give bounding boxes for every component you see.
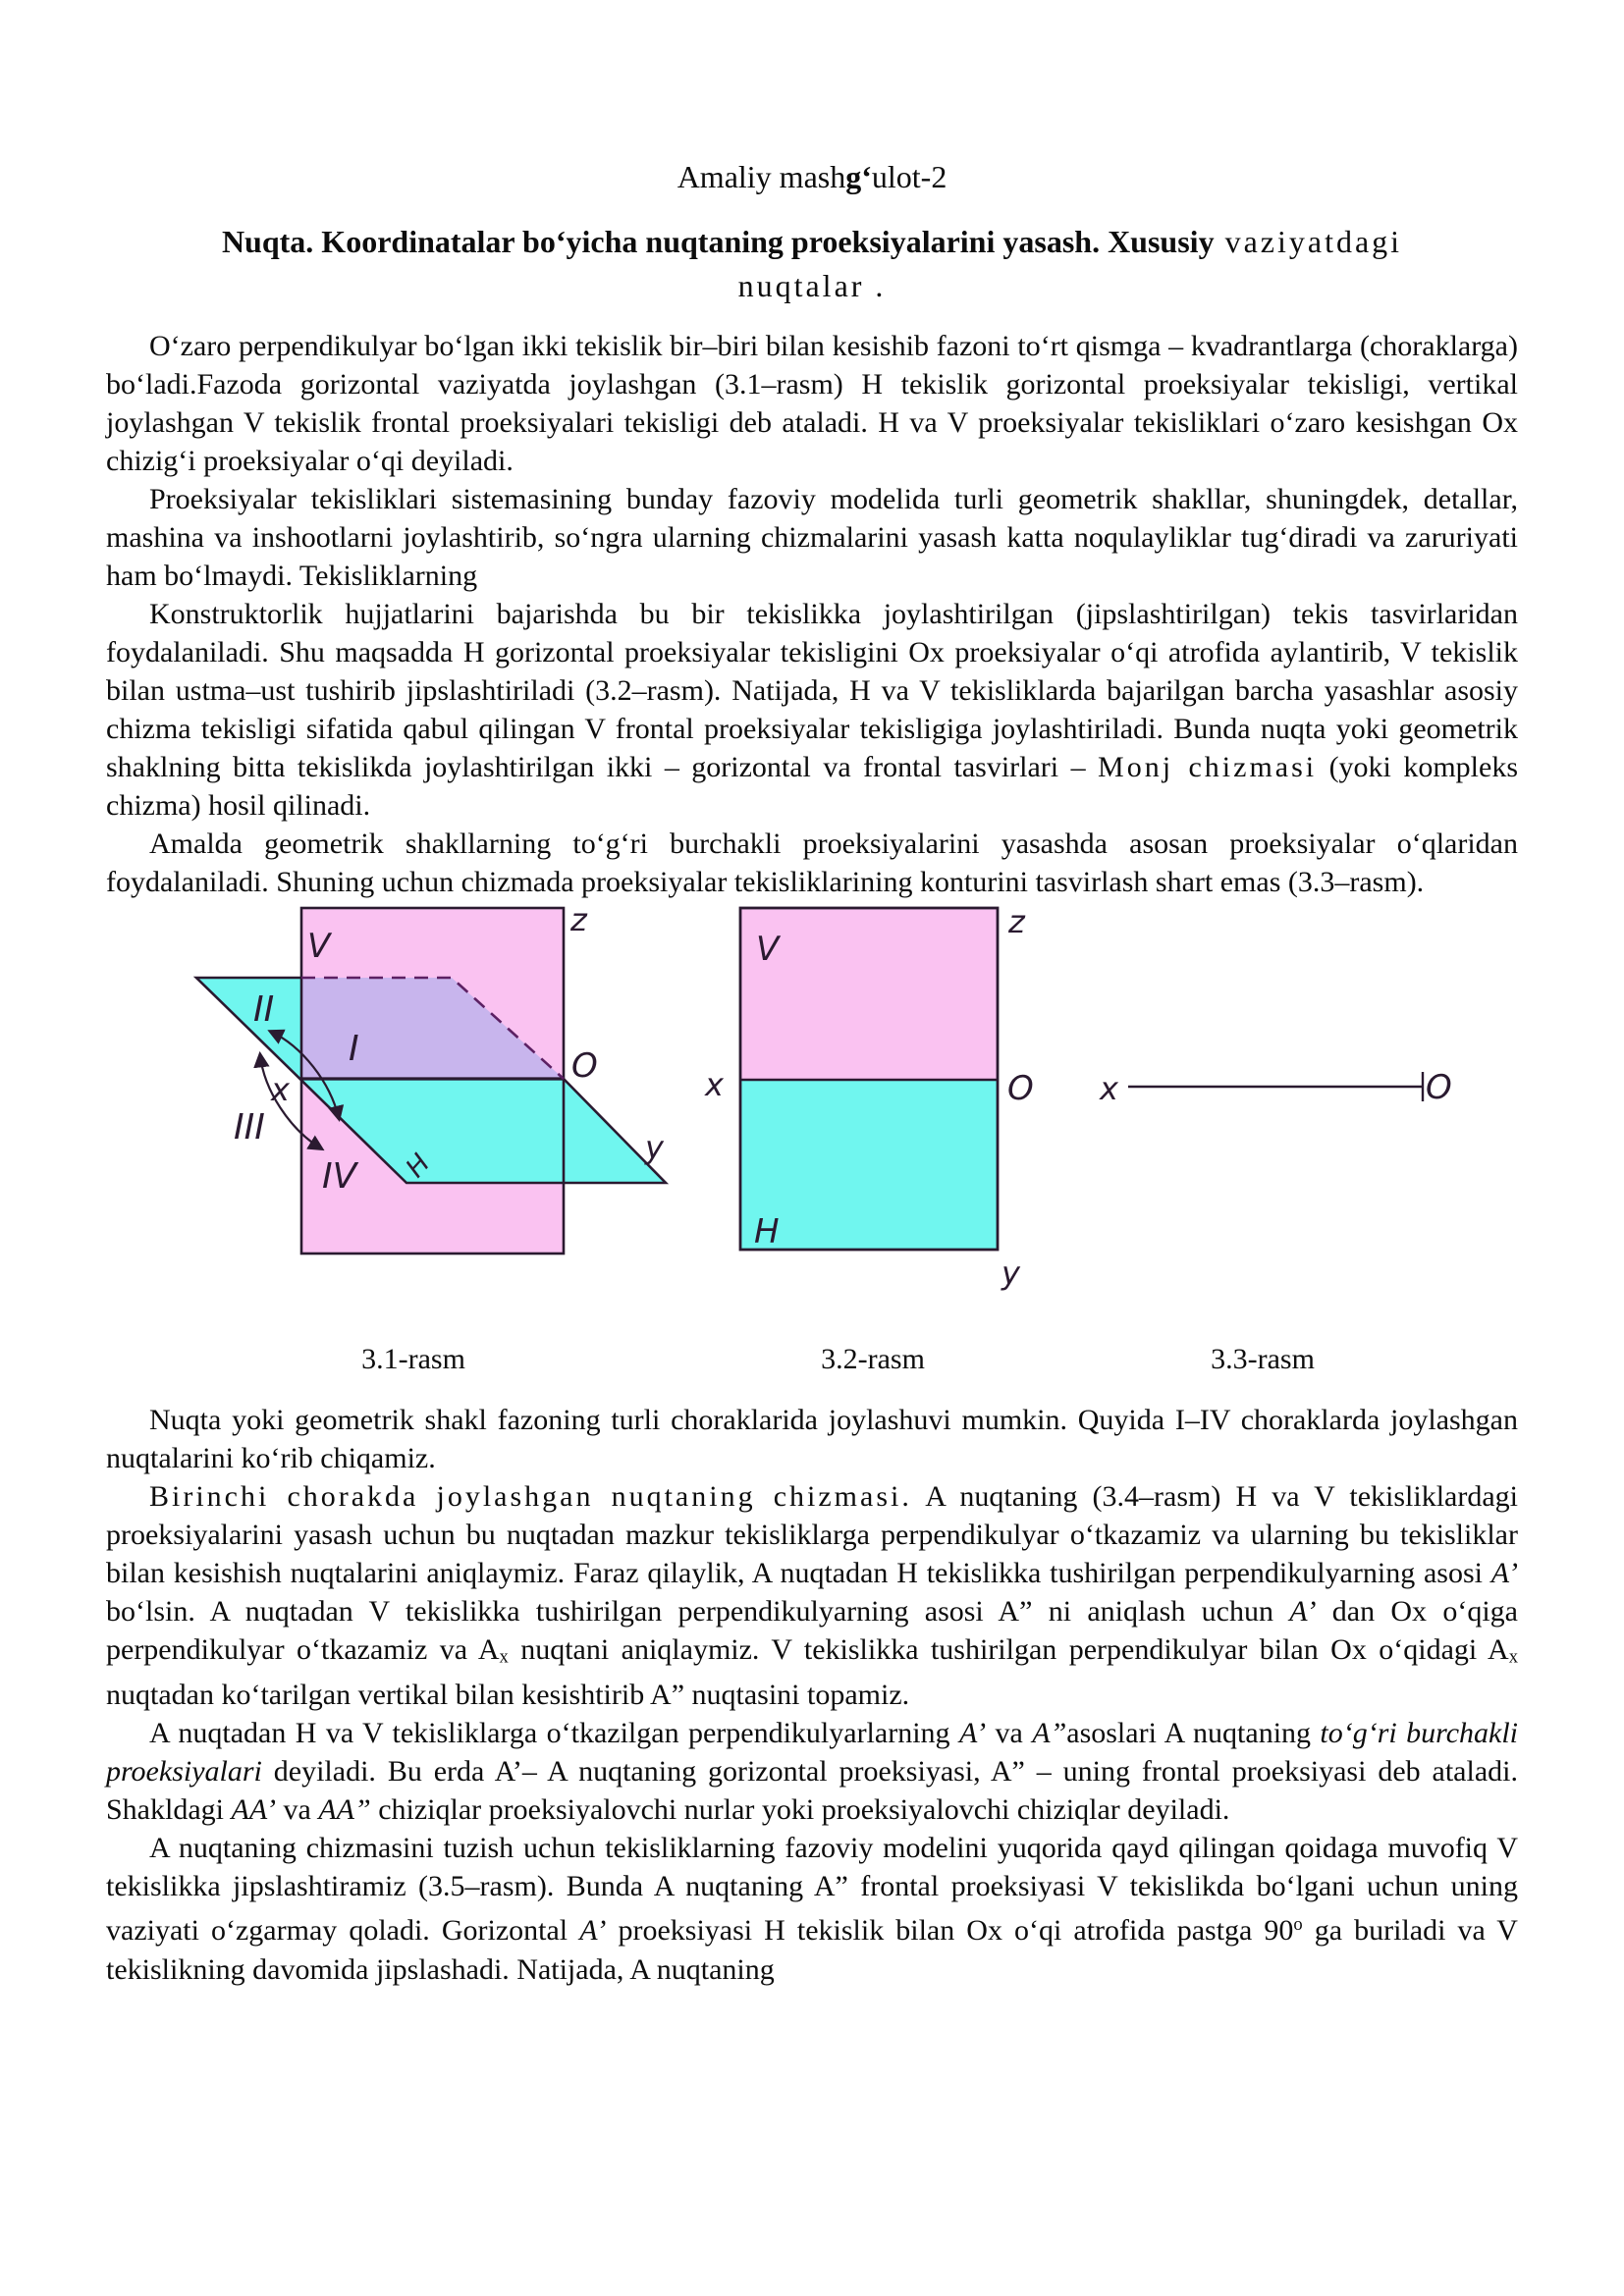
fig31-x-axis-label: x [271, 1071, 290, 1108]
figure-caption-3-2: 3.2-rasm [821, 1343, 925, 1375]
figures-canvas [106, 901, 1520, 1333]
figure-caption-3-3: 3.3-rasm [1211, 1343, 1315, 1375]
fig31-z-axis-label: z [570, 901, 587, 938]
fig31-quadrant-4-label: IV [322, 1156, 357, 1197]
fig31-quadrant-2-label: II [253, 989, 275, 1030]
paragraph-choraklar: Nuqta yoki geometrik shakl fazoning turli choraklarida joylashuvi mumkin. Quyida I–IV choraklarda joylashgan nuqtalarini ko‘rib chiqamiz. [106, 1404, 1518, 1474]
fig31-origin-label: O [571, 1046, 598, 1086]
paragraph-proeksiyalar-nomi: A nuqtadan H va V tekisliklarga o‘tkazilgan perpendikulyarlarning A’ va A”asoslari A nuqtaning to‘g‘ri burchakli proeksiyalari deyiladi. Bu erda A’– A nuqtaning gorizontal proeksiyasi, A” – uning frontal proeksiyasi deb ataladi. Shakldagi AA’ va AA” chiziqlar proeksiyalovchi nurlar yoki proeksiyalovchi chiziqlar deyiladi. [106, 1717, 1519, 1827]
paragraph-chizma-tuzish: A nuqtaning chizmasini tuzish uchun tekisliklarning fazoviy modelini yuqorida qayd qilingan qoidaga muvofiq V tekislikka jipslashtiramiz (3.5–rasm). Bunda A nuqtaning A” frontal proeksiyasi V tekislikda bo‘lgani uchun uning vaziyati o‘zgarmay qoladi. Gorizontal A’ proeksiyasi H tekislik bilan Ox o‘qi atrofida pastga 90$^o$ ga buriladi va V tekislikning davomida jipslashadi. Natijada, A nuqtaning [106, 1832, 1518, 1986]
paragraph-intro: O‘zaro perpendikulyar bo‘lgan ikki tekislik bir–biri bilan kesishib fazoni to‘rt qismga – kvadrantlarga (choraklarga) bo‘ladi.Fazoda gorizontal vaziyatda joylashgan (3.1–rasm) H tekislik gorizontal proeksiyalar tekisligi, vertikal joylashgan V tekislik frontal proeksiyalari tekisligi deb ataladi. H va V proeksiyalar tekisliklari o‘zaro kesishgan Ox chizig‘i proeksiyalar o‘qi deyiladi. [106, 330, 1518, 477]
doc-subtitle [106, 220, 1518, 308]
fig32-v-plane-label: V [756, 930, 780, 969]
figure-3-2-diagram [704, 903, 1034, 1292]
paragraph-amalda: Amalda geometrik shakllarning to‘g‘ri burchakli proeksiyalarini yasashda asosan proeksiyalar o‘qlaridan foydalaniladi. Shuning uchun chizmada proeksiyalar tekisliklarining konturini tasvirlash shart emas (3.3–rasm). [106, 828, 1518, 898]
figures-row [106, 901, 1520, 1401]
paragraph-birinchi-chorak: Birinchi chorakda joylashgan nuqtaning chizmasi. A nuqtaning (3.4–rasm) H va V tekisliklardagi proeksiyalarini yasash uchun bu nuqtadan mazkur tekisliklarga perpendikulyar o‘tkazamiz va ularning bu tekisliklar bilan kesishish nuqtalarini aniqlaymiz. Faraz qilaylik, A nuqtadan H tekislikka tushirilgan perpendikulyarning asosi A’ bo‘lsin. A nuqtadan V tekislikka tushirilgan perpendikulyarning asosi A” ni aniqlash uchun A’ dan Ox o‘qiga perpendikulyar o‘tkazamiz va Ax nuqtani aniqlaymiz. V tekislikka tushirilgan perpendikulyar bilan Ox o‘qidagi Ax nuqtadan ko‘tarilgan vertikal bilan kesishtirib A” nuqtasini topamiz. [106, 1480, 1518, 1712]
v-plane-flat [740, 908, 998, 1080]
fig31-quadrant-3-label: III [234, 1107, 265, 1148]
fig33-x-axis-label: x [1100, 1070, 1118, 1107]
fig31-h-plane-label: H [400, 1148, 437, 1184]
fig31-v-plane-label: V [307, 927, 331, 966]
figure-3-1-diagram [196, 901, 666, 1254]
fig31-quadrant-1-label: I [349, 1029, 359, 1069]
doc-subtitle-line1: Nuqta. Koordinatalar bo‘yicha nuqtaning proeksiyalarini yasash. Xususiy vaziyatdagi [221, 224, 1403, 259]
fig33-origin-label: O [1426, 1068, 1452, 1107]
fig32-x-axis-label: x [705, 1066, 724, 1103]
paragraph-konstruktorlik: Konstruktorlik hujjatlarini bajarishda bu bir tekislikka joylashtirilgan (jipslashtirilgan) tekis tasvirlaridan foydalaniladi. Shu maqsadda H gorizontal proeksiyalar tekisligini Ox proeksiyalar o‘qi atrofida aylantirib, V tekislik bilan ustma–ust tushirib jipslashtiriladi (3.2–rasm). Natijada, H va V tekisliklarda bajarilgan barcha yasashlar asosiy chizma tekisligi sifatida qabul qilingan V frontal proeksiyalar tekisligiga joylashtiriladi. Bunda nuqta yoki geometrik shaklning bitta tekislikda joylashtirilgan ikki – gorizontal va frontal tasvirlari – Monj chizmasi (yoki kompleks chizma) hosil qilinadi. [106, 598, 1518, 822]
doc-subtitle-line2: nuqtalar . [737, 268, 887, 303]
fig32-origin-label: O [1007, 1069, 1034, 1108]
paragraph-model: Proeksiyalar tekisliklari sistemasining bunday fazoviy modelida turli geometrik shakllar, shuningdek, detallar, mashina va inshootlarni joylashtirib, so‘ngra ularning chizmalarini yasash katta noqulayliklar tug‘diradi va zaruriyati ham bo‘lmaydi. Tekisliklarning [106, 483, 1518, 592]
figure-3-3-diagram [1099, 1068, 1452, 1107]
fig32-z-axis-label: z [1008, 903, 1025, 940]
doc-title: Amaliy mashg‘ulot-2 [677, 159, 947, 194]
fig31-y-axis-label: y [645, 1129, 664, 1166]
fig32-y-axis-label: y [1001, 1255, 1020, 1292]
figure-caption-3-1: 3.1-rasm [361, 1343, 465, 1375]
fig32-h-plane-label: H [754, 1212, 780, 1252]
